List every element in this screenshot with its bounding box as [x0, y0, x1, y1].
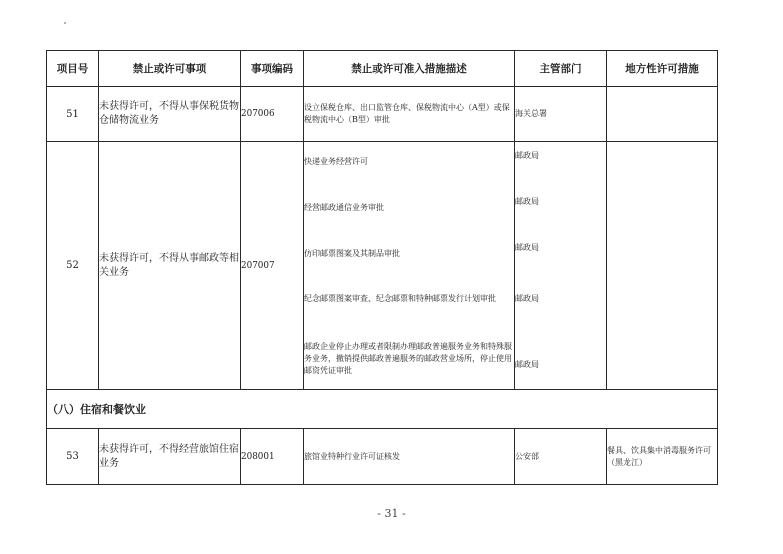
header-item: 禁止或许可事项: [99, 51, 241, 87]
dept-entry: 邮政局: [515, 293, 539, 303]
table-row: [47, 429, 718, 485]
row-dept: 公安部: [515, 429, 607, 485]
dept-entry: 邮政局: [515, 196, 539, 206]
measure-entry: 邮政企业停止办理或者限制办理邮政普遍服务业务和特殊服务业务，撤销提供邮政普遍服务的邮政营业场所，停止使用邮资凭证审批: [304, 341, 512, 375]
scan-mark: [64, 22, 66, 24]
dept-entry: 邮政局: [515, 150, 539, 160]
dept-entry: 邮政局: [515, 359, 539, 369]
section-title: （八）住宿和餐饮业: [47, 390, 718, 429]
section-row: [47, 390, 718, 429]
row-number: 51: [47, 87, 99, 142]
page-number: - 31 -: [377, 507, 406, 520]
row-number: 53: [47, 429, 99, 485]
header-local: 地方性许可措施: [607, 51, 718, 87]
row-code: 208001: [241, 429, 304, 485]
header-measures: 禁止或许可准入措施描述: [304, 51, 515, 87]
table-header-row: [47, 51, 718, 87]
measure-entry: 仿印邮票图案及其制品审批: [304, 248, 400, 258]
measure-entry: 经营邮政通信业务审批: [304, 202, 384, 212]
dept-entry: 邮政局: [515, 242, 539, 252]
row-local: [607, 87, 718, 142]
row-dept: 海关总署: [515, 87, 607, 142]
row-code: 207006: [241, 87, 304, 142]
table-row: [47, 87, 718, 142]
header-dept: 主管部门: [515, 51, 607, 87]
header-code: 事项编码: [241, 51, 304, 87]
market-access-table: [46, 50, 718, 485]
row-measures: [304, 142, 515, 390]
header-item-no: 项目号: [47, 51, 99, 87]
measure-entry: 快递业务经营许可: [304, 156, 368, 166]
row-item: 未获得许可，不得经营旅馆住宿业务: [99, 429, 241, 485]
row-local: [607, 142, 718, 390]
measure-entry: 纪念邮票图案审查、纪念邮票和特种邮票发行计划审批: [304, 293, 496, 303]
row-depts: [515, 142, 607, 390]
row-measure: 设立保税仓库、出口监管仓库、保税物流中心（A型）或保税物流中心（B型）审批: [304, 87, 515, 142]
row-item: 未获得许可，不得从事保税货物仓储物流业务: [99, 87, 241, 142]
table-row: [47, 142, 718, 390]
row-number: 52: [47, 142, 99, 390]
row-item: 未获得许可，不得从事邮政等相关业务: [99, 142, 241, 390]
row-code: 207007: [241, 142, 304, 390]
row-measure: 旅馆业特种行业许可证核发: [304, 429, 515, 485]
row-local: 餐具、饮具集中消毒服务许可（黑龙江）: [607, 429, 718, 485]
